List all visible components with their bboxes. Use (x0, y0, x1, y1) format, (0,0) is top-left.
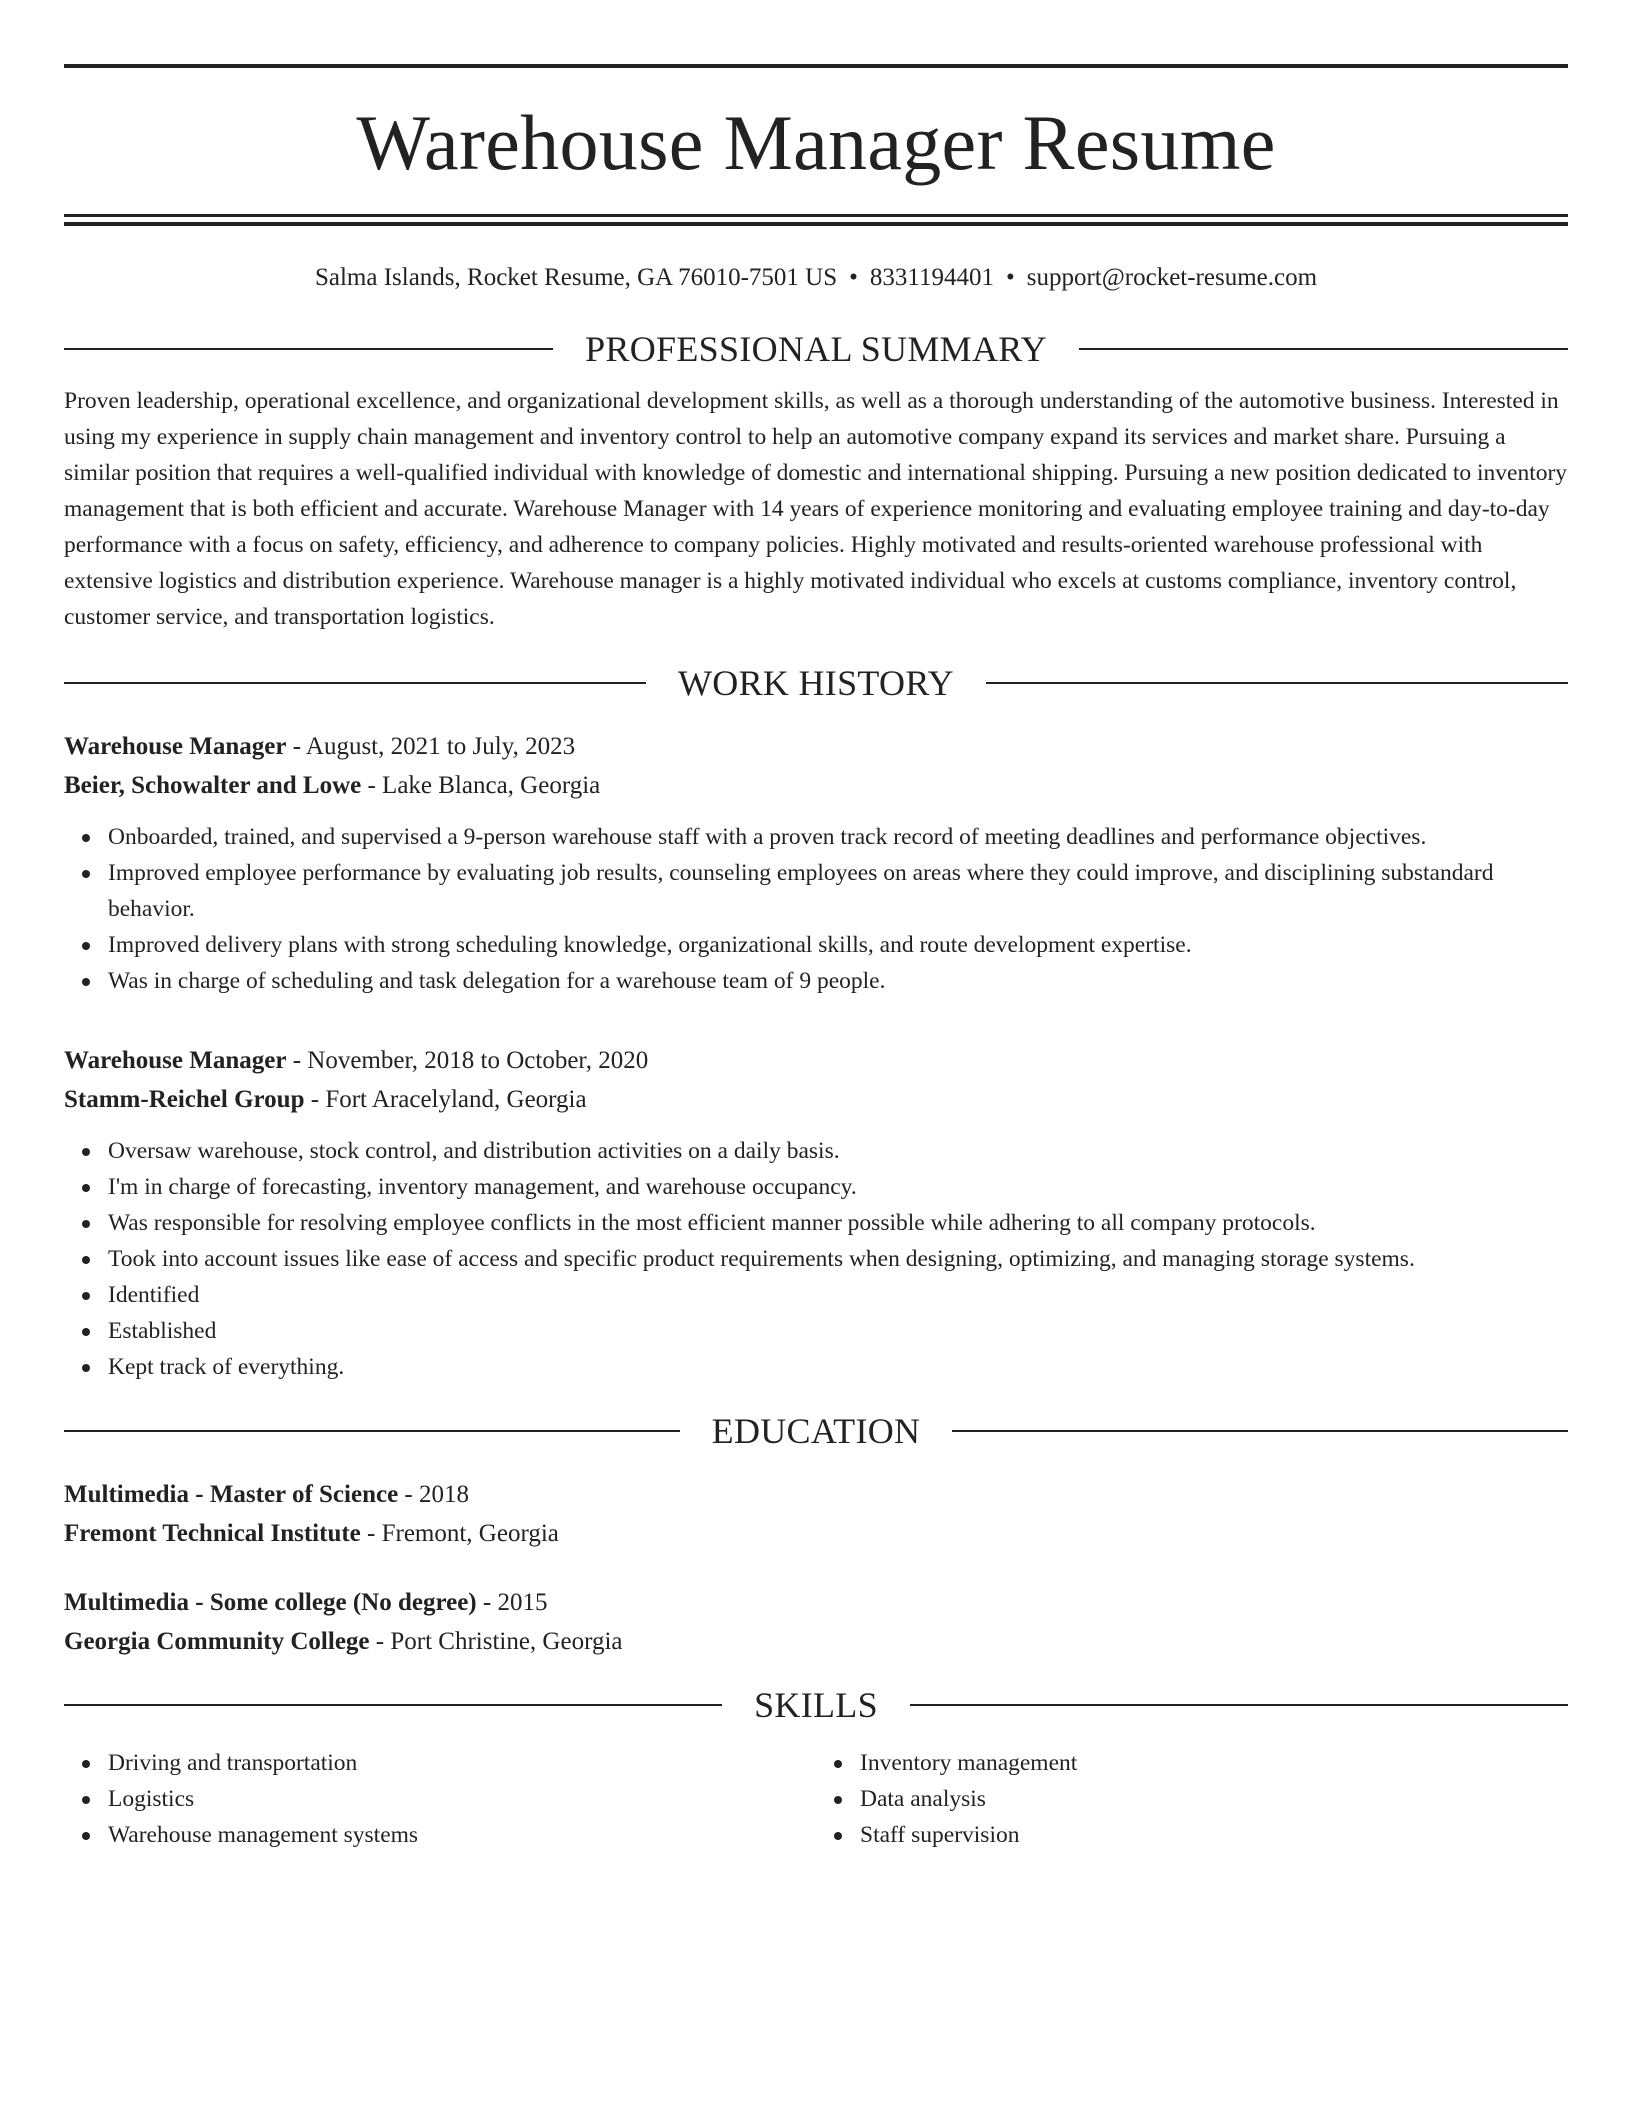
education-year: - 2018 (398, 1481, 469, 1508)
summary-text: Proven leadership, operational excellence, and organizational development skills, as well as a thorough understanding of the automotive business. Interested in using my experience in supply chain management and inventory control to help an automotive company expand its services and market share. Pursuing a similar position that requires a well-qualified individual with knowledge of domestic and international shipping. Pursuing a new position dedicated to inventory management that is both efficient and accurate. Warehouse Manager with 14 years of experience monitoring and evaluating employee training and day-to-day performance with a focus on safety, efficiency, and adherence to company policies. Highly motivated and results-oriented warehouse professional with extensive logistics and distribution experience. Warehouse manager is a highly motivated individual who excels at customs compliance, inventory control, customer service, and transportation logistics. (64, 388, 1568, 630)
section-header-education (64, 1411, 1568, 1451)
job-company-line (64, 1080, 1568, 1119)
job-title-line (64, 727, 1568, 766)
skill-item: Data analysis (816, 1781, 1568, 1817)
list-item: Oversaw warehouse, stock control, and distribution activities on a daily basis. (64, 1133, 1568, 1169)
contact-separator: • (849, 264, 858, 291)
section-title-summary: PROFESSIONAL SUMMARY (585, 329, 1047, 369)
skill-item: Driving and transportation (64, 1745, 816, 1781)
contact-line (64, 263, 1568, 293)
education-school: Fremont Technical Institute (64, 1520, 361, 1547)
list-item: Onboarded, trained, and supervised a 9-person warehouse staff with a proven track record of meeting deadlines and performance objectives. (64, 819, 1568, 855)
education-entry (64, 1583, 1568, 1661)
top-rule (64, 64, 1568, 68)
job-entry (64, 727, 1568, 999)
job-title: Warehouse Manager (64, 1047, 287, 1074)
job-title-line (64, 1041, 1568, 1080)
education-degree-line (64, 1475, 1568, 1514)
list-item: Established (64, 1313, 1568, 1349)
section-rule-left (64, 1430, 680, 1432)
section-title-skills: SKILLS (754, 1685, 878, 1725)
page-title: Warehouse Manager Resume (356, 99, 1276, 186)
section-rule-right (952, 1430, 1568, 1432)
education-location: - Port Christine, Georgia (369, 1628, 623, 1655)
skills-list-left (64, 1745, 816, 1853)
job-dates: - August, 2021 to July, 2023 (286, 733, 576, 760)
education-entry (64, 1475, 1568, 1553)
job-bullets (64, 819, 1568, 999)
section-rule-left (64, 682, 646, 684)
title-double-rule (64, 214, 1568, 226)
education-degree: Multimedia - Some college (No degree) (64, 1589, 477, 1616)
resume-page (64, 64, 1568, 1853)
contact-email: support@rocket-resume.com (1026, 264, 1318, 291)
education-location: - Fremont, Georgia (360, 1520, 559, 1547)
job-company: Beier, Schowalter and Lowe (64, 772, 362, 799)
education-school: Georgia Community College (64, 1628, 370, 1655)
section-header-work-history (64, 663, 1568, 703)
job-location: - Lake Blanca, Georgia (361, 772, 601, 799)
section-rule-left (64, 348, 553, 350)
list-item: Improved delivery plans with strong scheduling knowledge, organizational skills, and route development expertise. (64, 927, 1568, 963)
section-rule-right (986, 682, 1568, 684)
job-entry (64, 1041, 1568, 1385)
skill-item: Logistics (64, 1781, 816, 1817)
education-school-line (64, 1622, 1568, 1661)
list-item: Kept track of everything. (64, 1349, 1568, 1385)
skill-item: Staff supervision (816, 1817, 1568, 1853)
list-item: Identified (64, 1277, 1568, 1313)
list-item: I'm in charge of forecasting, inventory management, and warehouse occupancy. (64, 1169, 1568, 1205)
contact-phone: 8331194401 (869, 264, 994, 291)
list-item: Took into account issues like ease of access and specific product requirements when designing, optimizing, and managing storage systems. (64, 1241, 1568, 1277)
education-year: - 2015 (476, 1589, 548, 1616)
skill-item: Inventory management (816, 1745, 1568, 1781)
education-school-line (64, 1514, 1568, 1553)
job-dates: - November, 2018 to October, 2020 (286, 1047, 649, 1074)
job-location: - Fort Aracelyland, Georgia (304, 1086, 587, 1113)
job-company: Stamm-Reichel Group (64, 1086, 305, 1113)
education-degree: Multimedia - Master of Science (64, 1481, 399, 1508)
skills-columns (64, 1745, 1568, 1853)
section-title-education: EDUCATION (711, 1411, 921, 1451)
skill-item: Warehouse management systems (64, 1817, 816, 1853)
job-bullets (64, 1133, 1568, 1385)
skills-list-right (816, 1745, 1568, 1853)
job-company-line (64, 766, 1568, 805)
list-item: Improved employee performance by evaluating job results, counseling employees on areas where they could improve, and disciplining substandard behavior. (64, 855, 1568, 927)
contact-separator: • (1005, 264, 1015, 291)
section-title-work-history: WORK HISTORY (678, 663, 954, 703)
contact-address: Salma Islands, Rocket Resume, GA 76010-7501 US (314, 264, 838, 291)
list-item: Was in charge of scheduling and task delegation for a warehouse team of 9 people. (64, 963, 1568, 999)
section-header-summary (64, 329, 1568, 369)
section-header-skills (64, 1685, 1568, 1725)
list-item: Was responsible for resolving employee conflicts in the most efficient manner possible while adhering to all company protocols. (64, 1205, 1568, 1241)
education-degree-line (64, 1583, 1568, 1622)
section-rule-right (910, 1704, 1568, 1706)
section-rule-right (1079, 348, 1568, 350)
job-title: Warehouse Manager (64, 733, 287, 760)
section-rule-left (64, 1704, 722, 1706)
